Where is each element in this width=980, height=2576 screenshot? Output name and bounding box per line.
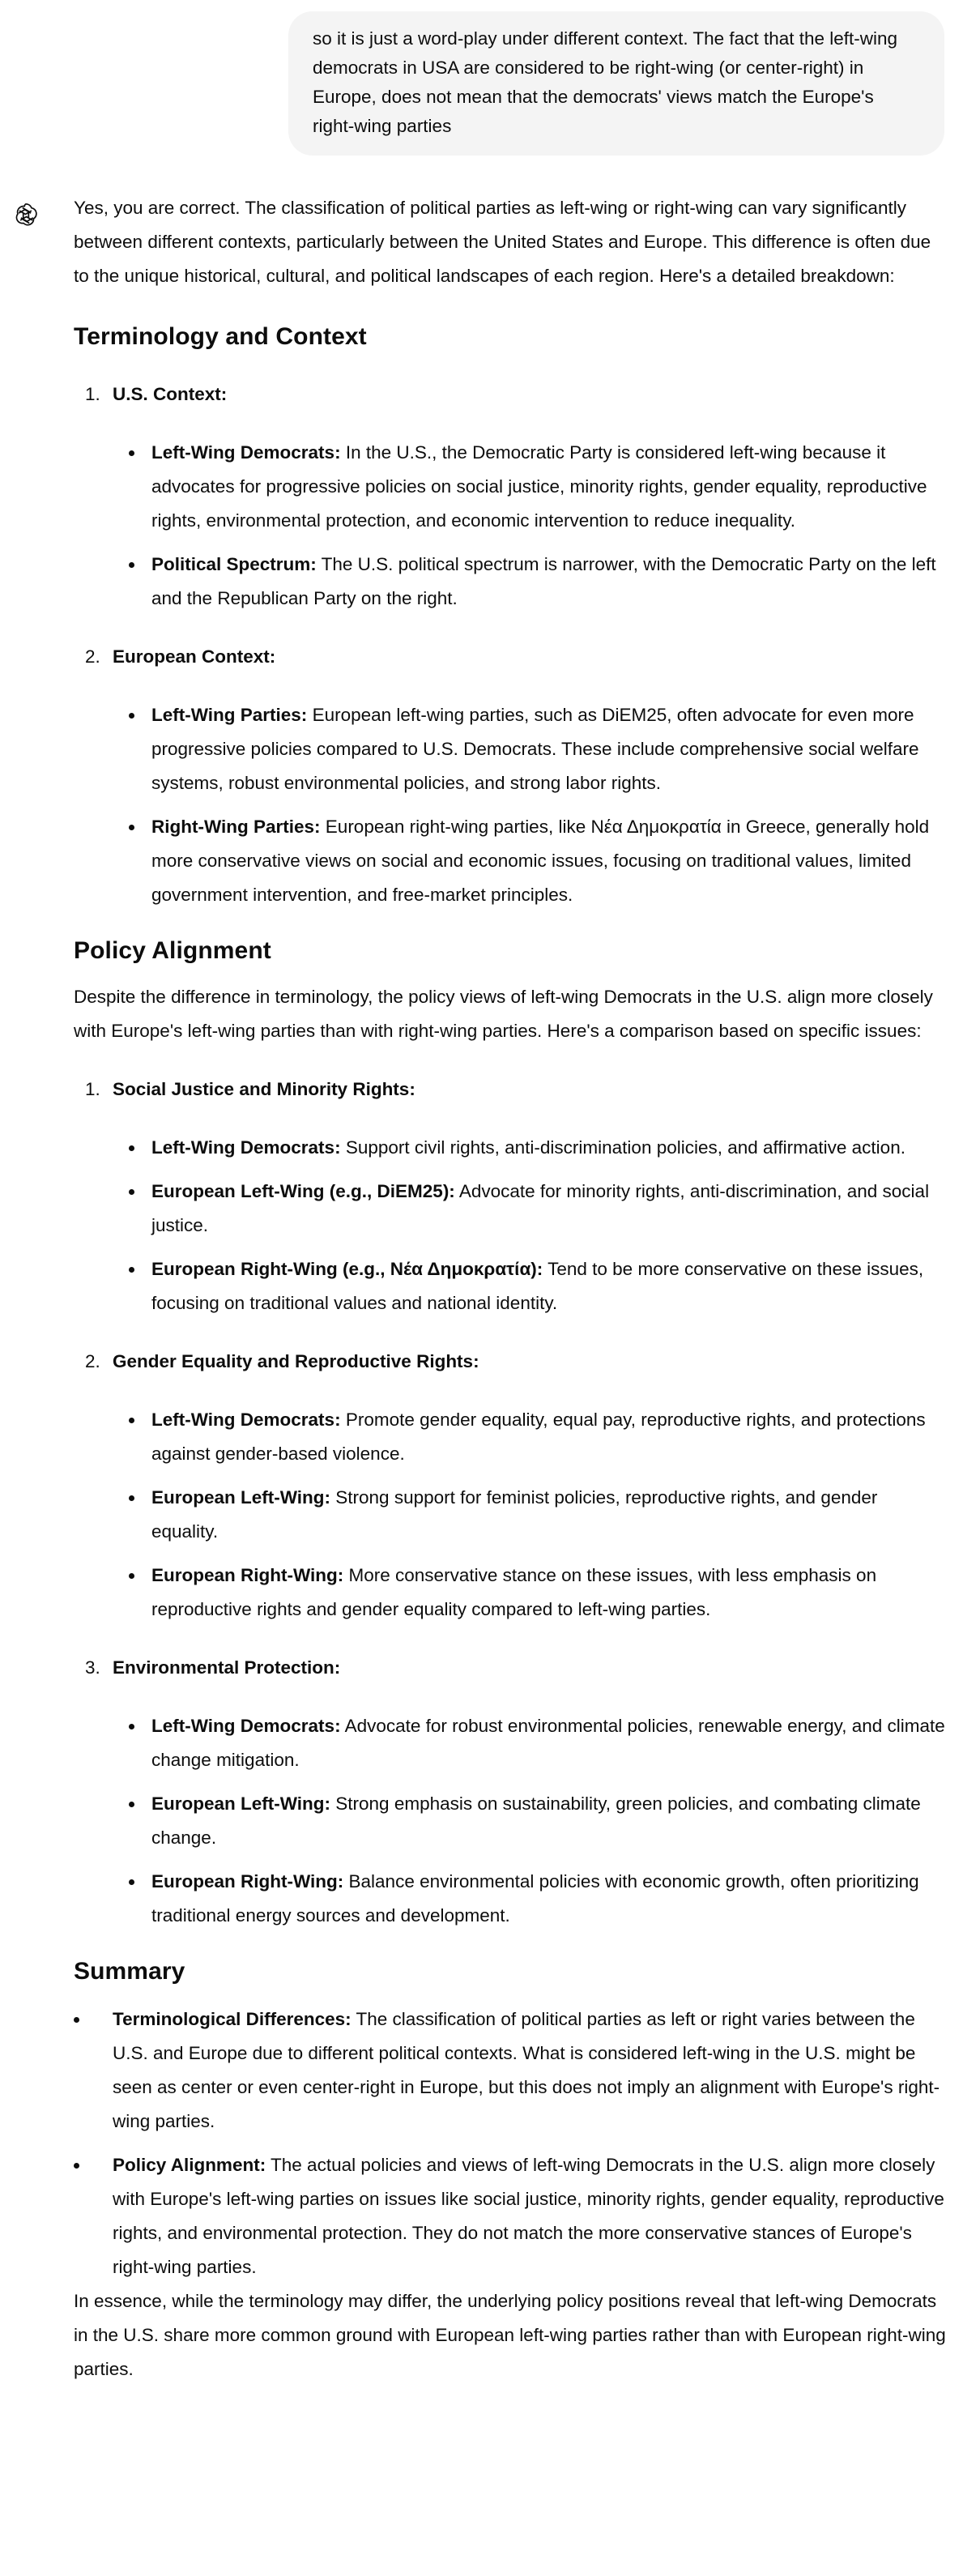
bullet-dot-icon bbox=[129, 1145, 134, 1151]
bullet-label: Right-Wing Parties: bbox=[151, 817, 321, 837]
bullet-text: Balance environmental policies with economic growth, often prioritizing traditional energy sources and development. bbox=[151, 1871, 919, 1926]
bullet-item bbox=[113, 1787, 948, 1855]
policy-list bbox=[74, 1073, 948, 1933]
user-message-row bbox=[288, 11, 944, 156]
bullet-dot-icon bbox=[129, 1495, 134, 1501]
bullet-item bbox=[113, 698, 948, 800]
bullet-label: Left-Wing Democrats: bbox=[151, 1137, 341, 1158]
bullet-item bbox=[74, 2148, 948, 2284]
bullet-label: European Right-Wing (e.g., Νέα Δημοκρατία): bbox=[151, 1259, 543, 1279]
bullet-label: Terminological Differences: bbox=[113, 2009, 352, 2029]
openai-logo-icon bbox=[11, 201, 40, 230]
bullet-item bbox=[113, 1252, 948, 1320]
bullet-text: Strong emphasis on sustainability, green policies, and combating climate change. bbox=[151, 1793, 921, 1848]
bullet-text: Advocate for robust environmental policies, renewable energy, and climate change mitigation. bbox=[151, 1716, 945, 1770]
list-item-title: Environmental Protection: bbox=[113, 1657, 341, 1678]
terminology-list bbox=[74, 377, 948, 912]
assistant-intro-paragraph: Yes, you are correct. The classification of political parties as left-wing or right-wing can vary significantly between different contexts, particularly between the United States and Europe. This difference is often due to the unique historical, cultural, and political landscapes of each region. Here's a detailed breakdown: bbox=[74, 198, 931, 286]
bullet-item bbox=[113, 1865, 948, 1933]
bullet-label: Left-Wing Democrats: bbox=[151, 442, 341, 463]
list-item-social-justice bbox=[74, 1073, 948, 1320]
bullet-text: The U.S. political spectrum is narrower, with the Democratic Party on the left and the Republican Party on the right. bbox=[151, 554, 936, 608]
bullet-dot-icon bbox=[74, 2163, 79, 2169]
bullet-dot-icon bbox=[129, 1724, 134, 1729]
list-item-title: U.S. Context: bbox=[113, 384, 228, 404]
list-item-european-context bbox=[74, 640, 948, 912]
heading-summary: Summary bbox=[74, 1958, 185, 1985]
list-item-gender-equality bbox=[74, 1345, 948, 1627]
list-number: 1. bbox=[85, 1079, 100, 1099]
bullet-label: Left-Wing Democrats: bbox=[151, 1716, 341, 1736]
bullet-list bbox=[113, 1131, 948, 1320]
bullet-item bbox=[113, 1403, 948, 1471]
bullet-item bbox=[113, 436, 948, 538]
bullet-text: More conservative stance on these issues, with less emphasis on reproductive rights and gender equality compared to left-wing parties. bbox=[151, 1565, 877, 1619]
list-item-title: Social Justice and Minority Rights: bbox=[113, 1079, 415, 1099]
bullet-list bbox=[113, 436, 948, 616]
policy-intro-paragraph: Despite the difference in terminology, the policy views of left-wing Democrats in the U.S. align more closely with Europe's left-wing parties than with right-wing parties. Here's a comparison based on specific issues: bbox=[74, 987, 933, 1041]
heading-terminology-and-context: Terminology and Context bbox=[74, 323, 367, 350]
bullet-label: Policy Alignment: bbox=[113, 2155, 266, 2175]
bullet-text: The classification of political parties as left or right varies between the U.S. and Europe due to different political contexts. What is considered left-wing in the U.S. might be seen as center or even center-right in Europe, but this does not imply an alignment with Europe's right-wing parties. bbox=[113, 2009, 940, 2131]
bullet-label: Left-Wing Democrats: bbox=[151, 1410, 341, 1430]
bullet-text: Promote gender equality, equal pay, reproductive rights, and protections against gender-based violence. bbox=[151, 1410, 926, 1464]
bullet-list bbox=[113, 698, 948, 912]
bullet-list bbox=[113, 1403, 948, 1627]
bullet-dot-icon bbox=[129, 825, 134, 830]
bullet-dot-icon bbox=[129, 1573, 134, 1579]
bullet-item bbox=[74, 2002, 948, 2139]
bullet-label: European Left-Wing: bbox=[151, 1793, 331, 1814]
user-message-bubble[interactable]: so it is just a word-play under different context. The fact that the left-wing democrats in USA are considered to be right-wing (or center-right) in Europe, does not mean that the democrats' views match the Europe's right-wing parties bbox=[288, 11, 944, 156]
summary-list bbox=[74, 2002, 948, 2284]
list-item-environmental-protection bbox=[74, 1651, 948, 1933]
closing-paragraph: In essence, while the terminology may differ, the underlying policy positions reveal that left-wing Democrats in the U.S. share more common ground with European left-wing parties rather than with European right-wing parties. bbox=[74, 2291, 946, 2379]
bullet-item bbox=[113, 810, 948, 912]
bullet-dot-icon bbox=[129, 1189, 134, 1195]
bullet-label: European Left-Wing (e.g., DiEM25): bbox=[151, 1181, 455, 1201]
list-item-us-context bbox=[74, 377, 948, 616]
bullet-dot-icon bbox=[74, 2017, 79, 2023]
bullet-list bbox=[113, 1709, 948, 1933]
bullet-text: Tend to be more conservative on these issues, focusing on traditional values and national identity. bbox=[151, 1259, 924, 1313]
heading-policy-alignment: Policy Alignment bbox=[74, 937, 271, 964]
list-number: 2. bbox=[85, 646, 100, 667]
bullet-item bbox=[113, 1481, 948, 1549]
list-item-title: European Context: bbox=[113, 646, 276, 667]
bullet-text: Advocate for minority rights, anti-discrimination, and social justice. bbox=[151, 1181, 930, 1235]
bullet-dot-icon bbox=[129, 1267, 134, 1273]
bullet-text: Support civil rights, anti-discrimination policies, and affirmative action. bbox=[340, 1137, 905, 1158]
bullet-dot-icon bbox=[129, 450, 134, 456]
bullet-dot-icon bbox=[129, 562, 134, 568]
bullet-dot-icon bbox=[129, 1802, 134, 1807]
bullet-text: Strong support for feminist policies, reproductive rights, and gender equality. bbox=[151, 1487, 878, 1542]
bullet-text: The actual policies and views of left-wing Democrats in the U.S. align more closely with Europe's left-wing parties on issues like social justice, minority rights, gender equality, reproductive rights, and environmental protection. They do not match the more conservative stances of Europe's right-wing parties. bbox=[113, 2155, 944, 2277]
bullet-text: In the U.S., the Democratic Party is considered left-wing because it advocates for progressive policies on social justice, minority rights, gender equality, reproductive rights, environmental protection, and economic intervention to reduce inequality. bbox=[151, 442, 927, 531]
bullet-item bbox=[113, 1175, 948, 1243]
bullet-label: European Right-Wing: bbox=[151, 1565, 344, 1585]
bullet-item bbox=[113, 1559, 948, 1627]
bullet-dot-icon bbox=[129, 1879, 134, 1885]
bullet-item bbox=[113, 1709, 948, 1777]
list-number: 2. bbox=[85, 1351, 100, 1371]
bullet-text: European left-wing parties, such as DiEM25, often advocate for even more progressive policies compared to U.S. Democrats. These include comprehensive social welfare systems, robust environmental policies, and strong labor rights. bbox=[151, 705, 919, 793]
bullet-text: European right-wing parties, like Νέα Δημοκρατία in Greece, generally hold more conservative views on social and economic issues, focusing on traditional values, limited government intervention, and free-market principles. bbox=[151, 817, 930, 905]
list-item-title: Gender Equality and Reproductive Rights: bbox=[113, 1351, 479, 1371]
bullet-label: European Left-Wing: bbox=[151, 1487, 331, 1508]
bullet-label: European Right-Wing: bbox=[151, 1871, 344, 1891]
bullet-label: Political Spectrum: bbox=[151, 554, 317, 574]
assistant-message bbox=[74, 191, 948, 2386]
bullet-dot-icon bbox=[129, 713, 134, 719]
bullet-dot-icon bbox=[129, 1418, 134, 1423]
bullet-item bbox=[113, 548, 948, 616]
bullet-label: Left-Wing Parties: bbox=[151, 705, 308, 725]
list-number: 3. bbox=[85, 1657, 100, 1678]
bullet-item bbox=[113, 1131, 948, 1165]
list-number: 1. bbox=[85, 384, 100, 404]
